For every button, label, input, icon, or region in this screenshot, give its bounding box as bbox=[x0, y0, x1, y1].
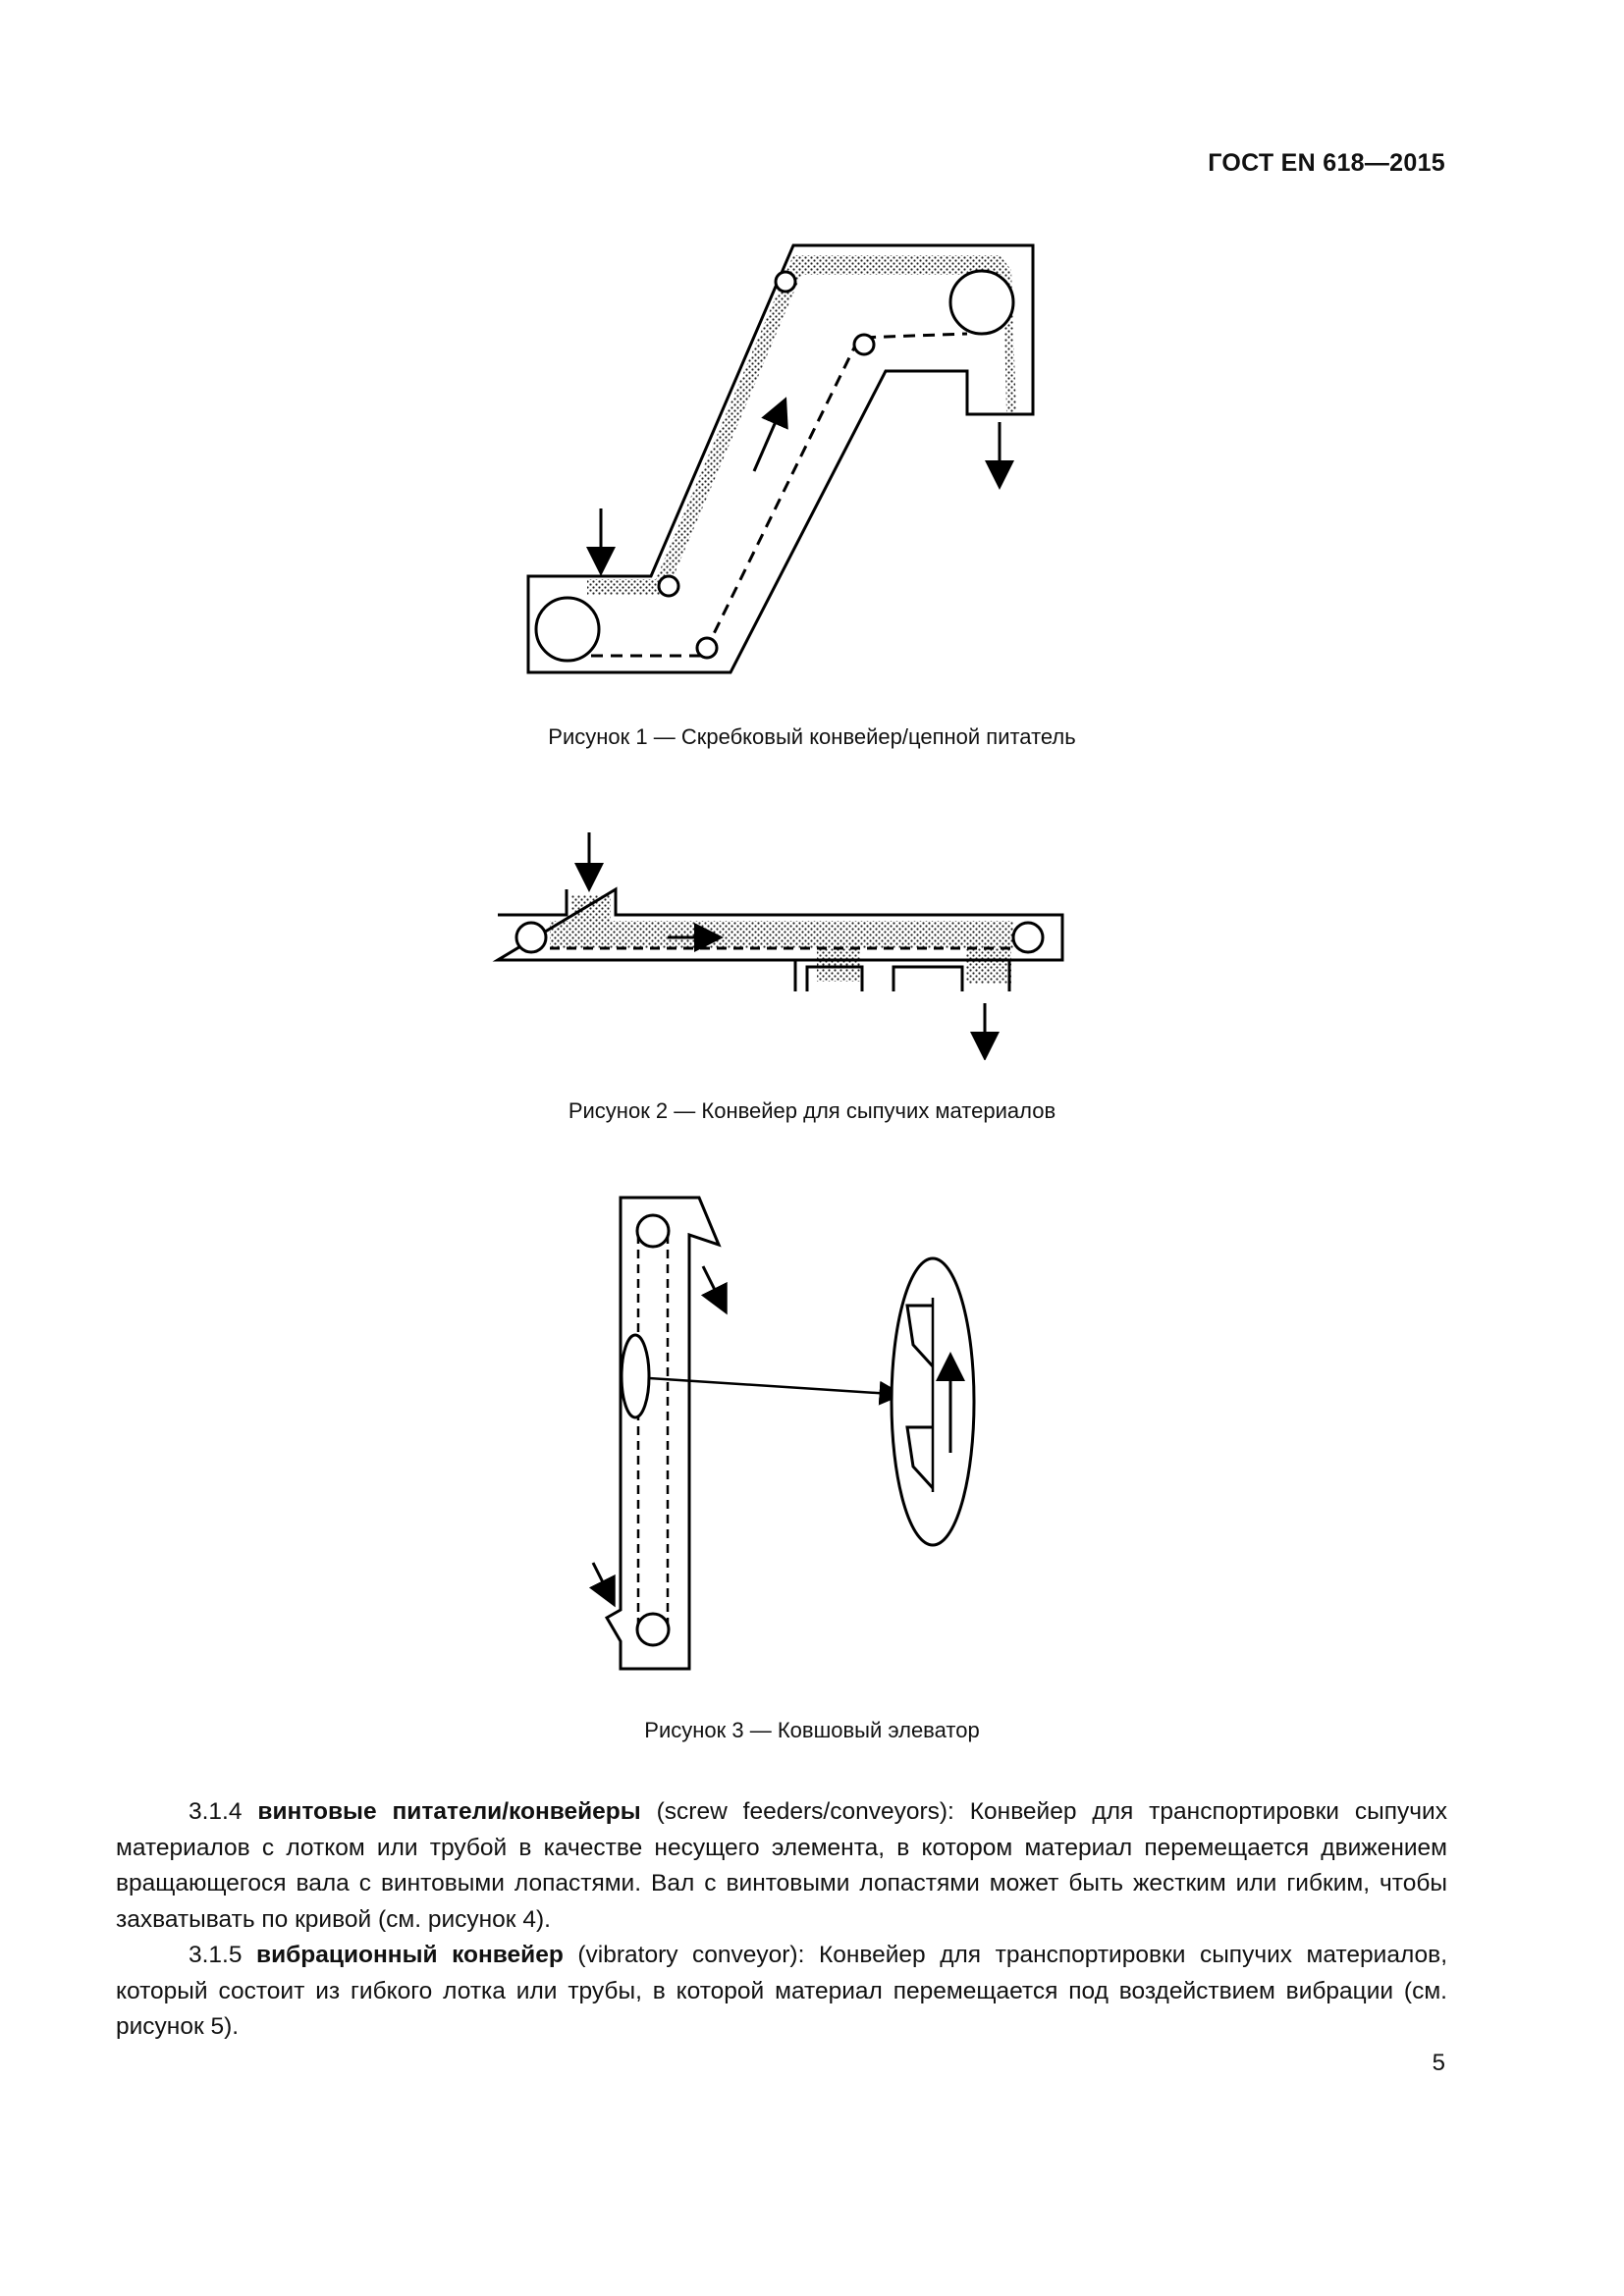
drive-sprocket-upper bbox=[950, 271, 1013, 334]
clause-number: 3.1.5 bbox=[189, 1942, 243, 1968]
outlet-material bbox=[817, 948, 860, 982]
document-header-standard-id: ГОСТ EN 618—2015 bbox=[1208, 149, 1445, 177]
idler-wheel bbox=[776, 272, 795, 292]
feed-in-arrow bbox=[593, 1563, 609, 1594]
term: винтовые питатели/конвейеры bbox=[257, 1798, 641, 1825]
figure-2-caption: Рисунок 2 — Конвейер для сыпучих материалов bbox=[568, 1098, 1056, 1123]
material-layer bbox=[550, 921, 1013, 948]
figure-3-bucket-elevator bbox=[0, 1178, 1624, 1708]
figure-1-caption: Рисунок 1 — Скребковый конвейер/цепной питатель bbox=[548, 724, 1076, 749]
definition-3-1-4 bbox=[116, 1794, 1447, 1938]
definitions-text bbox=[116, 1794, 1447, 2046]
figure-2-bulk-conveyor bbox=[0, 815, 1624, 1060]
idler-wheel bbox=[659, 576, 678, 596]
discharge-arrow bbox=[703, 1266, 721, 1302]
drive-pulley-right bbox=[1013, 923, 1043, 952]
elevator-housing bbox=[607, 1198, 719, 1669]
clause-number: 3.1.4 bbox=[189, 1798, 243, 1825]
definition-3-1-5 bbox=[116, 1938, 1447, 2046]
outlet-material bbox=[966, 948, 1011, 984]
inlet-material bbox=[571, 895, 611, 923]
page-number: 5 bbox=[1432, 2050, 1445, 2076]
drive-pulley-left bbox=[516, 923, 546, 952]
figure-3-caption: Рисунок 3 — Ковшовый элеватор bbox=[644, 1718, 980, 1742]
chain-return-path bbox=[591, 334, 967, 656]
definition: Конвейер для транспортировки сыпучих материалов, который состоит из гибкого лотка или трубы, в которой материал перемещается под воздействием вибрации (см. рисунок 5). bbox=[116, 1942, 1448, 2040]
idler-wheel bbox=[697, 638, 717, 658]
term-english: (vibratory conveyor): bbox=[577, 1942, 805, 1968]
head-pulley bbox=[637, 1215, 669, 1247]
drive-sprocket-lower bbox=[536, 598, 599, 661]
definition: Конвейер для транспортировки сыпучих материалов с лотком или трубой в качестве несущего элемента, в котором материал перемещается движением вращающегося вала с винтовыми лопастями. Вал с винтовыми лопастями может быть жестким или гибким, чтобы захватывать по кривой (см. рисунок 4). bbox=[116, 1798, 1447, 1933]
detail-leader bbox=[649, 1378, 892, 1394]
figure-1-scraper-conveyor bbox=[0, 0, 1624, 746]
term-english: (screw feeders/conveyors): bbox=[656, 1798, 954, 1825]
term: вибрационный конвейер bbox=[256, 1942, 564, 1968]
boot-pulley bbox=[637, 1614, 669, 1645]
idler-wheel bbox=[854, 335, 874, 354]
flow-direction-arrow bbox=[754, 410, 781, 471]
detail-marker bbox=[622, 1335, 649, 1417]
